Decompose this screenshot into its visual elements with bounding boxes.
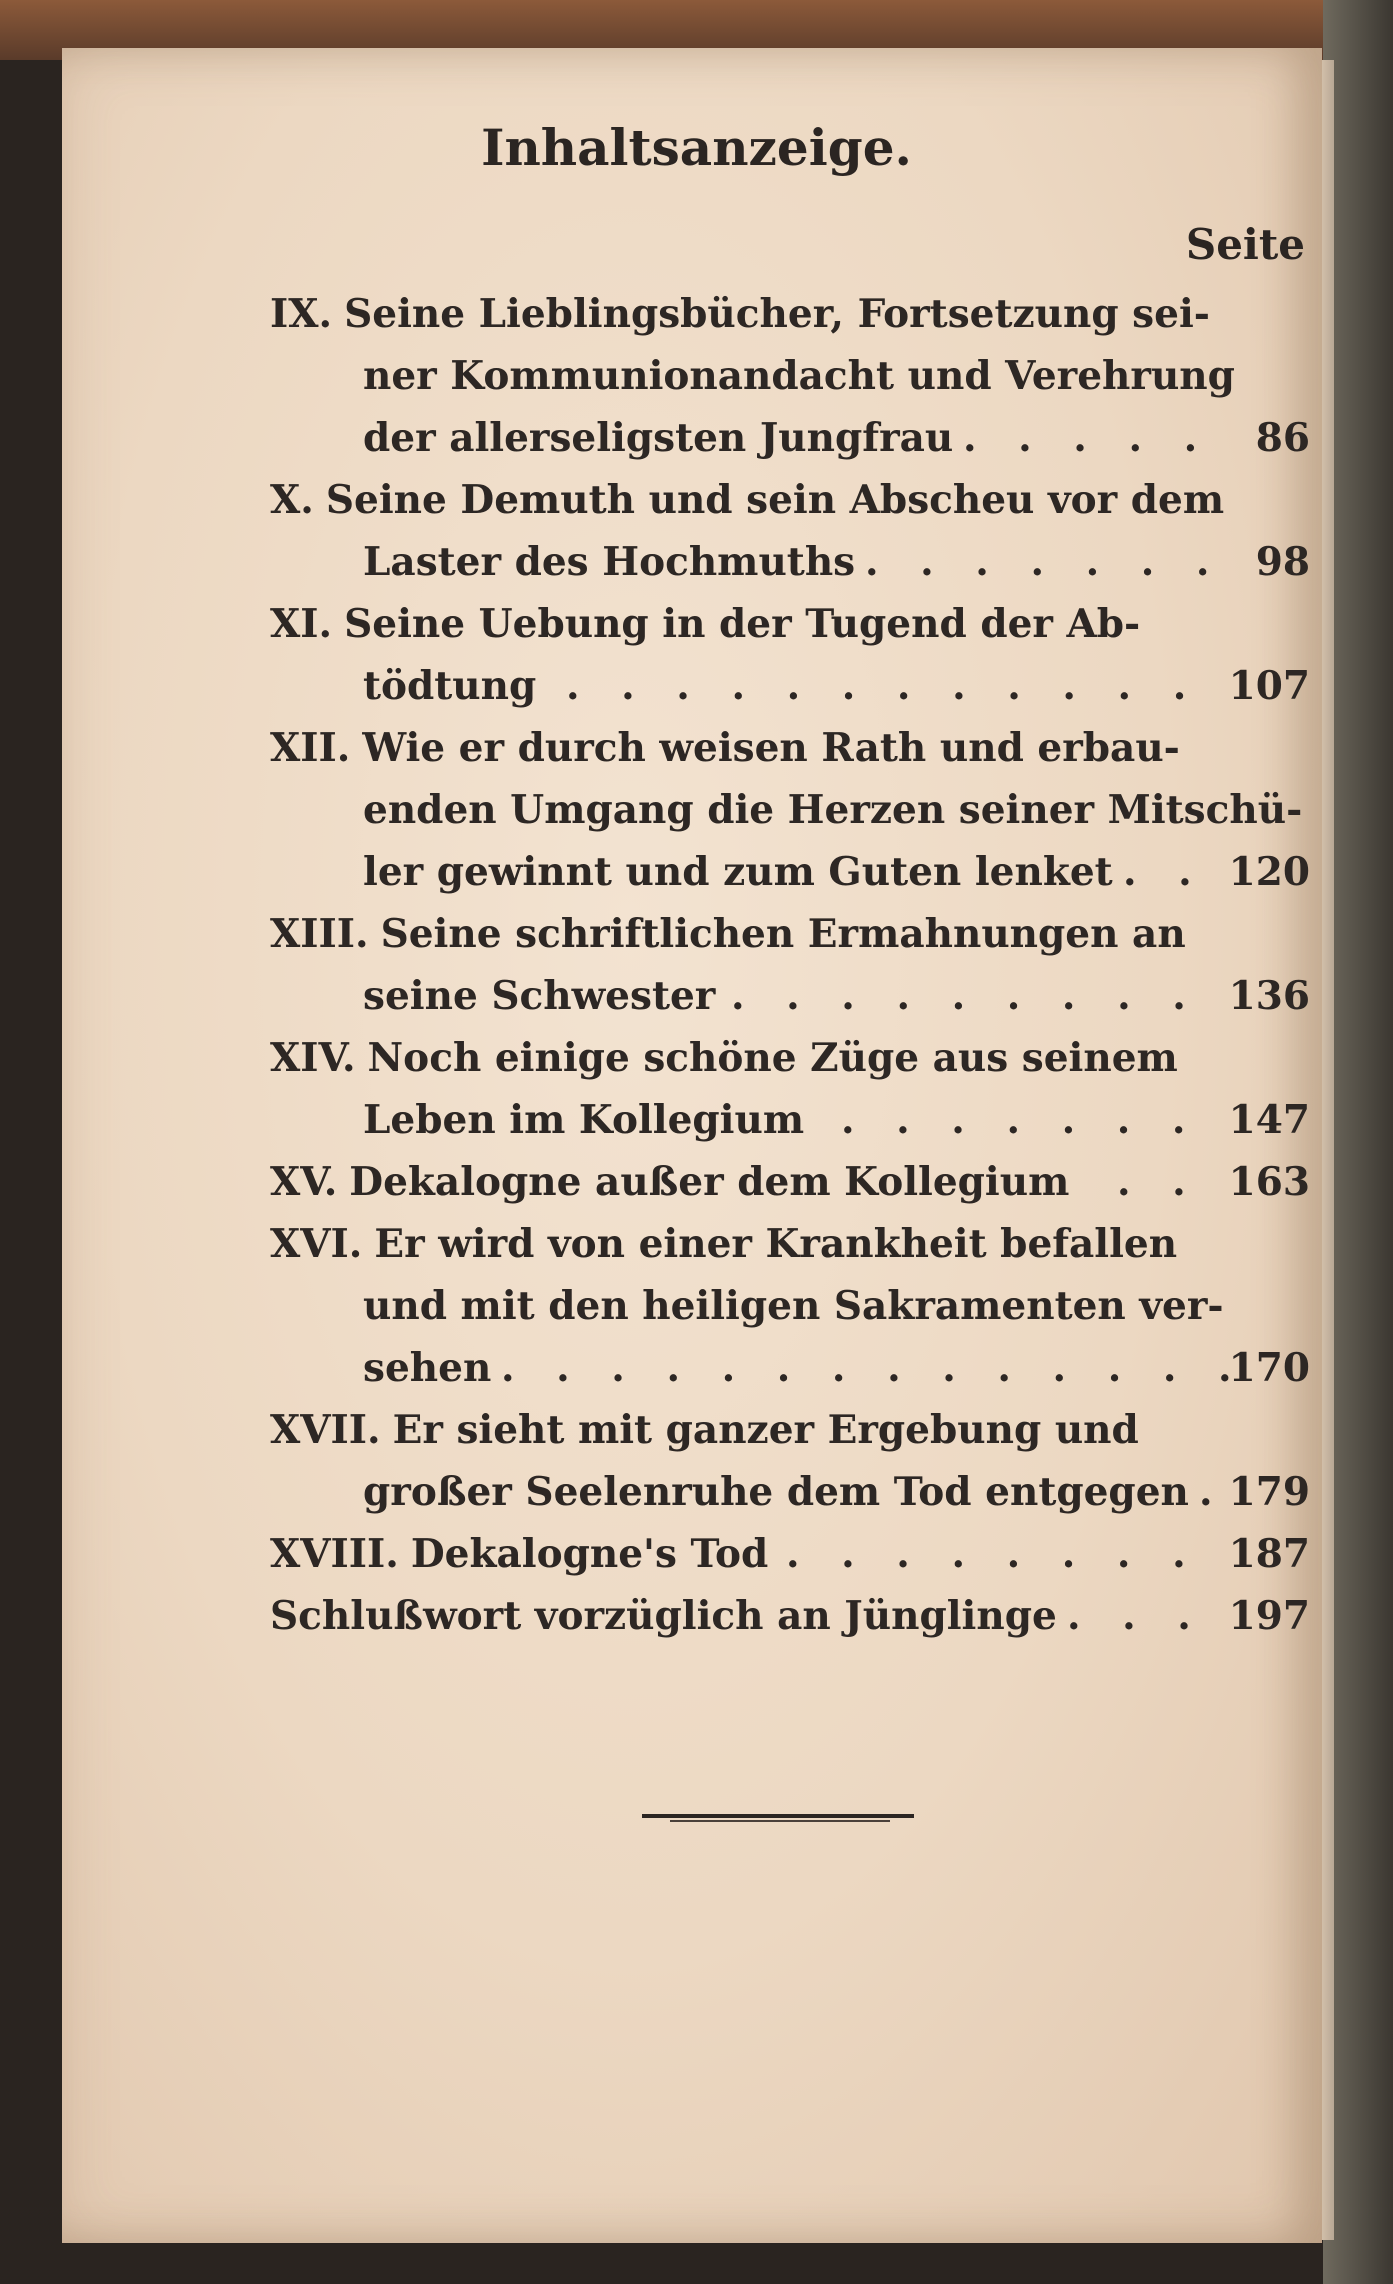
toc-entry	[270, 1585, 1310, 1647]
toc-entry	[270, 1027, 1310, 1151]
toc-line	[270, 1027, 1310, 1089]
toc-line	[270, 593, 1310, 655]
leader-dots: . . . . . . . .	[786, 1531, 1200, 1577]
leader-dots: . .	[1123, 849, 1206, 895]
chapter-numeral: XIII.	[270, 911, 369, 957]
chapter-title-text: Noch einige schöne Züge aus seinem	[367, 1035, 1178, 1081]
toc-line	[270, 1399, 1310, 1461]
toc-line	[270, 717, 1310, 779]
toc-line	[270, 1275, 1310, 1337]
page-number: 197	[1228, 1593, 1310, 1639]
chapter-title-text: Er wird von einer Krankheit befallen	[374, 1221, 1178, 1267]
toc-line	[270, 531, 1310, 593]
chapter-numeral: X.	[270, 477, 314, 523]
toc-line	[270, 655, 1310, 717]
chapter-title-text: seine Schwester	[363, 973, 716, 1019]
toc-line	[270, 1151, 1310, 1213]
leader-dots: .	[1199, 1469, 1227, 1515]
chapter-title-text: ner Kommunionandacht und Verehrung	[363, 353, 1235, 399]
leader-dots: . . . . .	[963, 415, 1212, 461]
page-number: 187	[1228, 1531, 1310, 1577]
column-header-seite: Seite	[1185, 220, 1305, 269]
toc-entry	[270, 1399, 1310, 1523]
page-number: 163	[1228, 1159, 1310, 1205]
toc-line	[270, 1337, 1310, 1399]
page-number: 98	[1255, 539, 1310, 585]
leader-dots: . . . . . . .	[865, 539, 1224, 585]
chapter-numeral: XIV.	[270, 1035, 356, 1081]
toc-line	[270, 779, 1310, 841]
page-number: 170	[1228, 1345, 1310, 1391]
page-number: 179	[1228, 1469, 1310, 1515]
chapter-numeral: XI.	[270, 601, 333, 647]
toc-line	[270, 345, 1310, 407]
chapter-title-text: Seine Lieblingsbücher, Fortsetzung sei-	[344, 291, 1210, 337]
leader-dots: . . . . . . . . . . . . . .	[501, 1345, 1246, 1391]
chapter-title-text: Leben im Kollegium	[363, 1097, 805, 1143]
leader-dots: . . . . . . .	[841, 1097, 1200, 1143]
chapter-title-text: der allerseligsten Jungfrau	[363, 415, 954, 461]
chapter-numeral: IX.	[270, 291, 333, 337]
leader-dots: . . .	[1067, 1593, 1205, 1639]
chapter-title-text: Seine schriftlichen Ermahnungen an	[380, 911, 1186, 957]
chapter-title-text: großer Seelenruhe dem Tod entgegen	[363, 1469, 1189, 1515]
toc-entry	[270, 903, 1310, 1027]
page-number: 147	[1228, 1097, 1310, 1143]
chapter-numeral: XII.	[270, 725, 351, 771]
toc-entry	[270, 469, 1310, 593]
toc-line	[270, 469, 1310, 531]
toc-line	[270, 1089, 1310, 1151]
toc-entry	[270, 593, 1310, 717]
leader-dots: . . . . . . . . .	[731, 973, 1200, 1019]
closing-rule	[642, 1814, 914, 1818]
page-number: 136	[1228, 973, 1310, 1019]
chapter-title-text: Wie er durch weisen Rath und erbau-	[362, 725, 1180, 771]
chapter-numeral: XV.	[270, 1159, 338, 1205]
leader-dots: . .	[1117, 1159, 1200, 1205]
page-title: Inhaltsanzeige.	[481, 118, 912, 177]
chapter-title-text: tödtung	[363, 663, 537, 709]
chapter-title-text: Seine Uebung in der Tugend der Ab-	[344, 601, 1141, 647]
chapter-title-text: enden Umgang die Herzen seiner Mitschü-	[363, 787, 1303, 833]
chapter-title-text: Dekalogne's Tod	[410, 1531, 769, 1577]
chapter-title-text: Er sieht mit ganzer Ergebung und	[392, 1407, 1139, 1453]
leader-dots: . . . . . . . . . . . .	[566, 663, 1201, 709]
toc-entry	[270, 283, 1310, 469]
toc-line	[270, 1213, 1310, 1275]
toc-entry	[270, 717, 1310, 903]
chapter-title-text: Seine Demuth und sein Abscheu vor dem	[325, 477, 1225, 523]
toc-line	[270, 1461, 1310, 1523]
chapter-numeral: XVI.	[270, 1221, 363, 1267]
chapter-title-text: und mit den heiligen Sakramenten ver-	[363, 1283, 1224, 1329]
toc-line	[270, 841, 1310, 903]
chapter-title-text: ler gewinnt und zum Guten lenket	[363, 849, 1113, 895]
chapter-title-text: Laster des Hochmuths	[363, 539, 856, 585]
chapter-numeral: XVIII.	[270, 1531, 399, 1577]
chapter-title-text: Schlußwort vorzüglich an Jünglinge	[270, 1593, 1057, 1639]
closing-rule-shadow	[670, 1820, 890, 1822]
table-of-contents	[270, 283, 1310, 1647]
toc-line	[270, 903, 1310, 965]
toc-line	[270, 1585, 1310, 1647]
toc-entry	[270, 1213, 1310, 1399]
page-number: 120	[1228, 849, 1310, 895]
toc-line	[270, 965, 1310, 1027]
chapter-title-text: Dekalogne außer dem Kollegium	[349, 1159, 1070, 1205]
toc-line	[270, 407, 1310, 469]
page-number: 86	[1255, 415, 1310, 461]
toc-entry	[270, 1523, 1310, 1585]
toc-line	[270, 283, 1310, 345]
page-number: 107	[1228, 663, 1310, 709]
chapter-title-text: sehen	[363, 1345, 492, 1391]
chapter-numeral: XVII.	[270, 1407, 381, 1453]
toc-entry	[270, 1151, 1310, 1213]
toc-line	[270, 1523, 1310, 1585]
